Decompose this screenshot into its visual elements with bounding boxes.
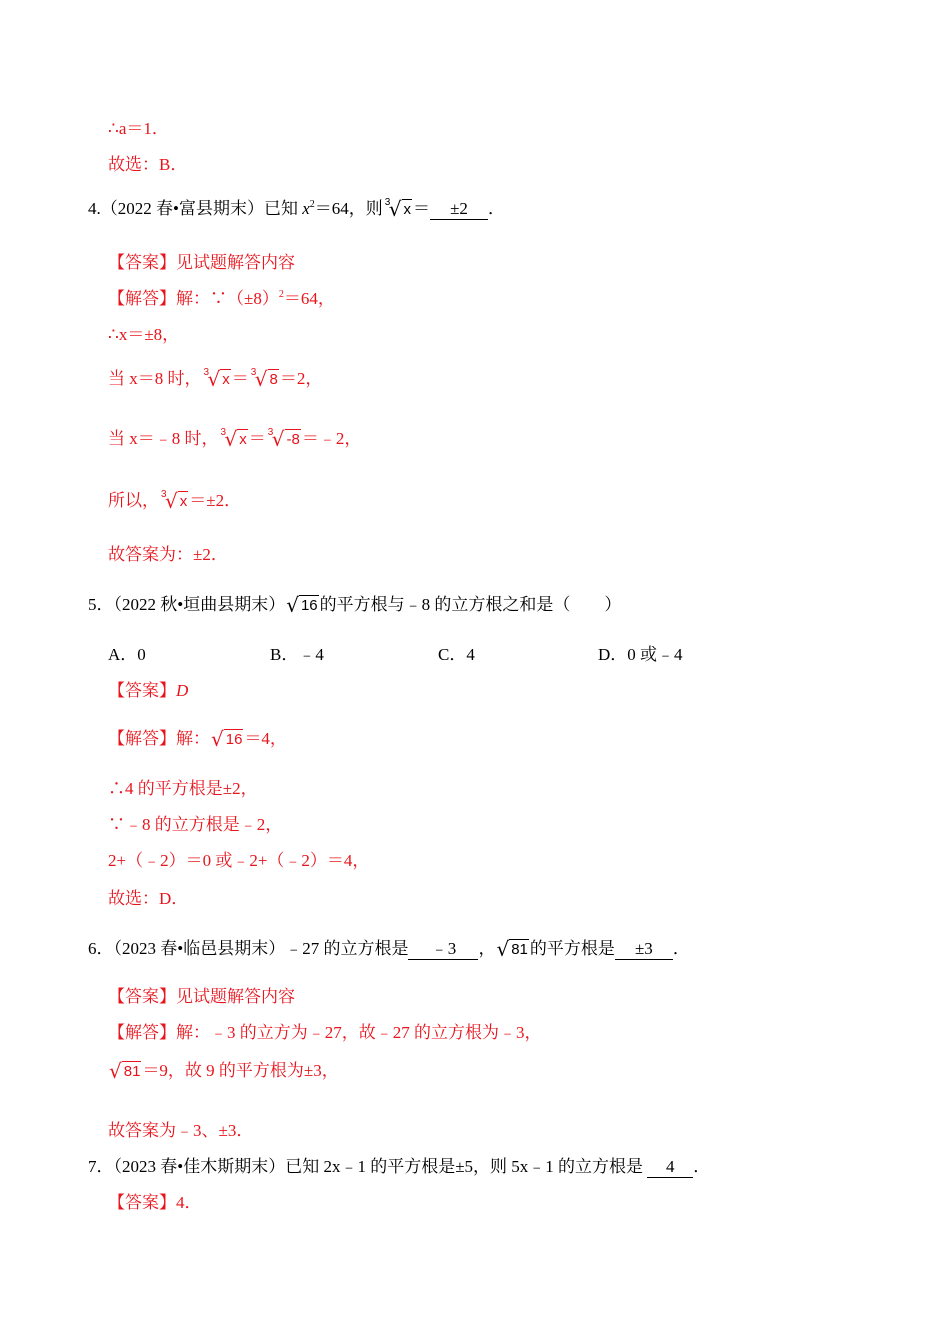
q5-answer: 【答案】D bbox=[108, 681, 189, 700]
cube-root: 3 √ x bbox=[384, 197, 411, 221]
q4-step-3: 当 x＝﹣8 时， 3 √ x ＝ 3 √ -8 ＝﹣2， bbox=[108, 427, 362, 451]
q6-answer: 【答案】见试题解答内容 bbox=[108, 987, 295, 1006]
q4-step-1: ∴x＝±8， bbox=[108, 325, 180, 344]
q5-option-a: A．0 bbox=[108, 645, 146, 664]
q4-step-2: 当 x＝8 时， 3 √ x ＝ 3 √ 8 ＝2， bbox=[108, 367, 323, 391]
q5-step-3: 2+（﹣2）＝0 或﹣2+（﹣2）＝4， bbox=[108, 851, 370, 870]
q6-question: 6．（2023 春•临邑县期末）﹣27 的立方根是 ﹣3 ， √ 81 的平方根是 ±3 ． bbox=[88, 937, 690, 961]
q7-question: 7．（2023 春•佳木斯期末）已知 2x﹣1 的平方根是±5，则 5x﹣1 的立方根是 4 ． bbox=[88, 1157, 711, 1176]
q5-step-1: ∴4 的平方根是±2， bbox=[108, 779, 258, 798]
q4-question: 4.（2022 春•富县期末）已知 $x^2=64$，则 3 √ x ＝ ±2 ． bbox=[88, 197, 505, 221]
q5-step-2: ∵﹣8 的立方根是﹣2， bbox=[108, 815, 283, 834]
q6-step-1: √ 81 ＝9，故 9 的平方根为±3， bbox=[109, 1059, 339, 1083]
q4-step-4: 所以， 3 √ x ＝±2． bbox=[108, 489, 242, 513]
q5-option-b: B．﹣4 bbox=[270, 645, 324, 664]
q4-solution: 【解答】解：$\because(\pm 8)^2=64$， bbox=[108, 289, 335, 308]
q5-solution: 【解答】解： √ 16 ＝4， bbox=[108, 727, 287, 751]
q6-solution: 【解答】解：﹣3 的立方为﹣27，故﹣27 的立方根为﹣3， bbox=[108, 1023, 542, 1042]
q3-conclusion: ∴a＝1． bbox=[108, 119, 169, 138]
q6-blank-2: ±3 bbox=[615, 939, 673, 960]
q4-answer: 【答案】见试题解答内容 bbox=[108, 253, 295, 272]
q4-final: 故答案为：±2． bbox=[108, 545, 228, 564]
q5-question: 5．（2022 秋•垣曲县期末） √ 16 的平方根与﹣8 的立方根之和是（ ） bbox=[88, 593, 622, 617]
q3-choice: 故选：B． bbox=[108, 155, 188, 174]
q5-final: 故选：D． bbox=[108, 889, 189, 908]
q4-answer-blank: ±2 bbox=[430, 199, 488, 220]
q7-answer: 【答案】4． bbox=[108, 1193, 202, 1212]
q5-option-c: C．4 bbox=[438, 645, 475, 664]
q5-option-d: D．0 或﹣4 bbox=[598, 645, 683, 664]
q7-answer-blank: 4 bbox=[647, 1157, 693, 1178]
q6-blank-1: ﹣3 bbox=[408, 939, 478, 960]
q6-final: 故答案为﹣3、±3． bbox=[108, 1121, 254, 1140]
